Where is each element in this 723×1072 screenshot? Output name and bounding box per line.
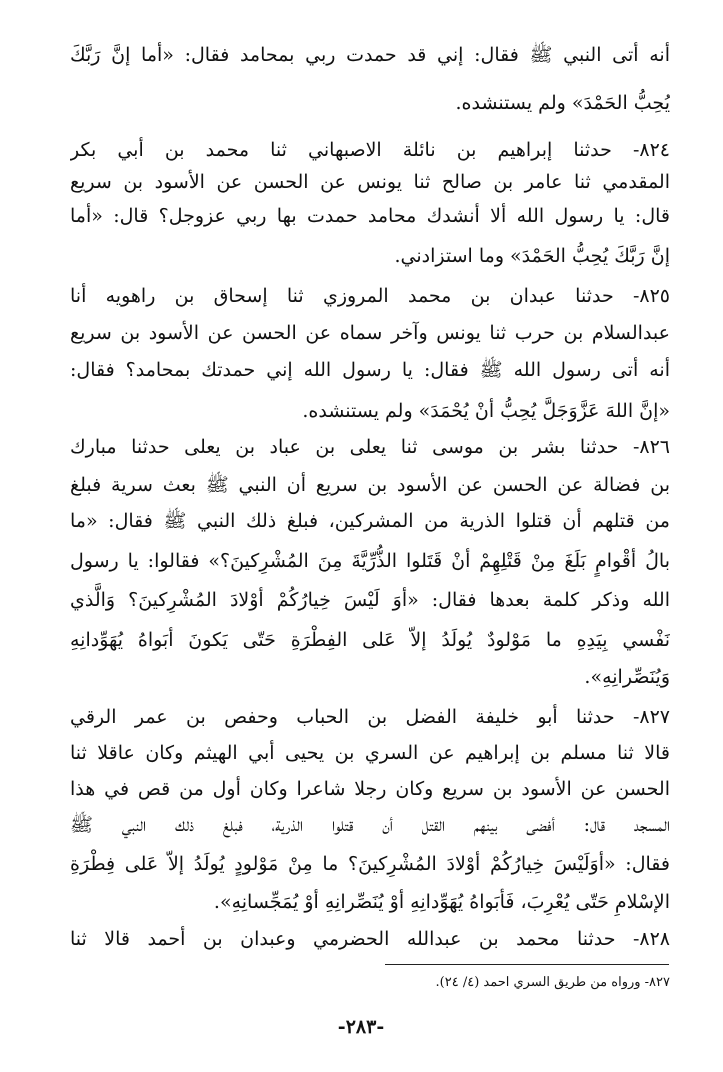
text-line: بالُ أقْوامٍ بَلَغَ مِنْ قَتْلِهِمْ أنْ قَتَلوا الذُّرِّيَّةَ مِنَ المُشْرِكينَ؟» فقالوا: يا رسول (70, 550, 670, 572)
text-line: الحسن عن الأسود بن سريع وكان رجلا شاعرا وكان أول من قص في هذا (70, 778, 670, 800)
text-line: بن فضالة عن الحسن عن الأسود بن سريع أن النبي ﷺ بعث سرية فبلغ (70, 474, 670, 496)
text-line: فقال: «أوَلَيْسَ خِيارُكُمْ أوْلادَ المُشْرِكينَ؟ ما مِنْ مَوْلودٍ يُولَدُ إلاّ عَلى فِطْرَةِ (70, 853, 670, 875)
text-line: «إنَّ اللهَ عَزَّوَجَلَّ يُحِبُّ أنْ يُحْمَدَ» ولم يستنشده. (302, 400, 670, 422)
footnote: ٨٢٧- ورواه من طريق السري احمد (٤/ ٢٤). (435, 975, 670, 990)
page-number: -٢٨٣- (337, 1016, 385, 1038)
text-line: ٨٢٧- حدثنا أبو خليفة الفضل بن الحباب وحفص بن عمر الرقي (70, 706, 670, 728)
text-line: من قتلهم أن قتلوا الذرية من المشركين، فبلغ ذلك النبي ﷺ فقال: «ما (70, 510, 670, 532)
text-line: قال: يا رسول الله ألا أنشدك محامد حمدت بها ربي عزوجل؟ قال: «أما (70, 205, 670, 227)
text-line: عبدالسلام بن حرب ثنا يونس وآخر سماه عن الحسن عن الأسود بن سريع (70, 322, 670, 344)
text-line: الله وذكر كلمة بعدها فقال: «أوَ لَيْسَ خِيارُكُمْ أوْلادَ المُشْرِكينَ؟ وَالَّذي (70, 589, 670, 611)
text-line: أنه أتى النبي ﷺ فقال: إني قد حمدت ربي بمحامد فقال: «أما إنَّ رَبَّكَ (70, 44, 670, 66)
text-line: الإسْلامِ حَتّى يُعْرِبَ، فَأبَواهُ يُهَوِّدانِهِ أوْ يُنَصِّرانِهِ أوْ يُمَجِّسانِهِ». (213, 891, 670, 913)
text-line: المقدمي ثنا عامر بن صالح ثنا يونس عن الحسن عن الأسود بن سريع (70, 171, 670, 193)
text-line: يُحِبُّ الحَمْدَ» ولم يستنشده. (455, 92, 670, 114)
text-line: نَفْسي بِيَدِهِ ما مَوْلودٌ يُولَدُ إلاّ عَلى الفِطْرَةِ حَتّى يَكونَ أبَواهُ يُهَوِّدانِهِ (70, 629, 670, 651)
text-line: ٨٢٦- حدثنا بشر بن موسى ثنا يعلى بن عباد بن يعلى حدثنا مبارك (70, 436, 670, 458)
text-line: إنَّ رَبَّكَ يُحِبُّ الحَمْدَ» وما استزادني. (394, 245, 670, 267)
text-line: ٨٢٨- حدثنا محمد بن عبدالله الحضرمي وعبدان بن أحمد قالا ثنا (70, 928, 670, 950)
text-line: وَيُنَصِّرانِهِ». (584, 666, 670, 688)
text-line: ٨٢٥- حدثنا عبدان بن محمد المروزي ثنا إسحاق بن راهويه أنا (70, 285, 670, 307)
text-line: أنه أتى رسول الله ﷺ فقال: يا رسول الله إني حمدتك بمحامد؟ فقال: (70, 359, 670, 381)
text-line: ٨٢٤- حدثنا إبراهيم بن نائلة الاصبهاني ثنا محمد بن أبي بكر (70, 139, 670, 161)
footnote-separator (385, 964, 669, 965)
text-line: قالا ثنا مسلم بن إبراهيم عن السري بن يحيى أبي الهيثم وكان عاقلا ثنا (70, 742, 670, 764)
text-line: المسجد قال: أفضى بينهم القتل أن قتلوا الذرية، فبلغ ذلك النبي ﷺ (70, 814, 670, 836)
